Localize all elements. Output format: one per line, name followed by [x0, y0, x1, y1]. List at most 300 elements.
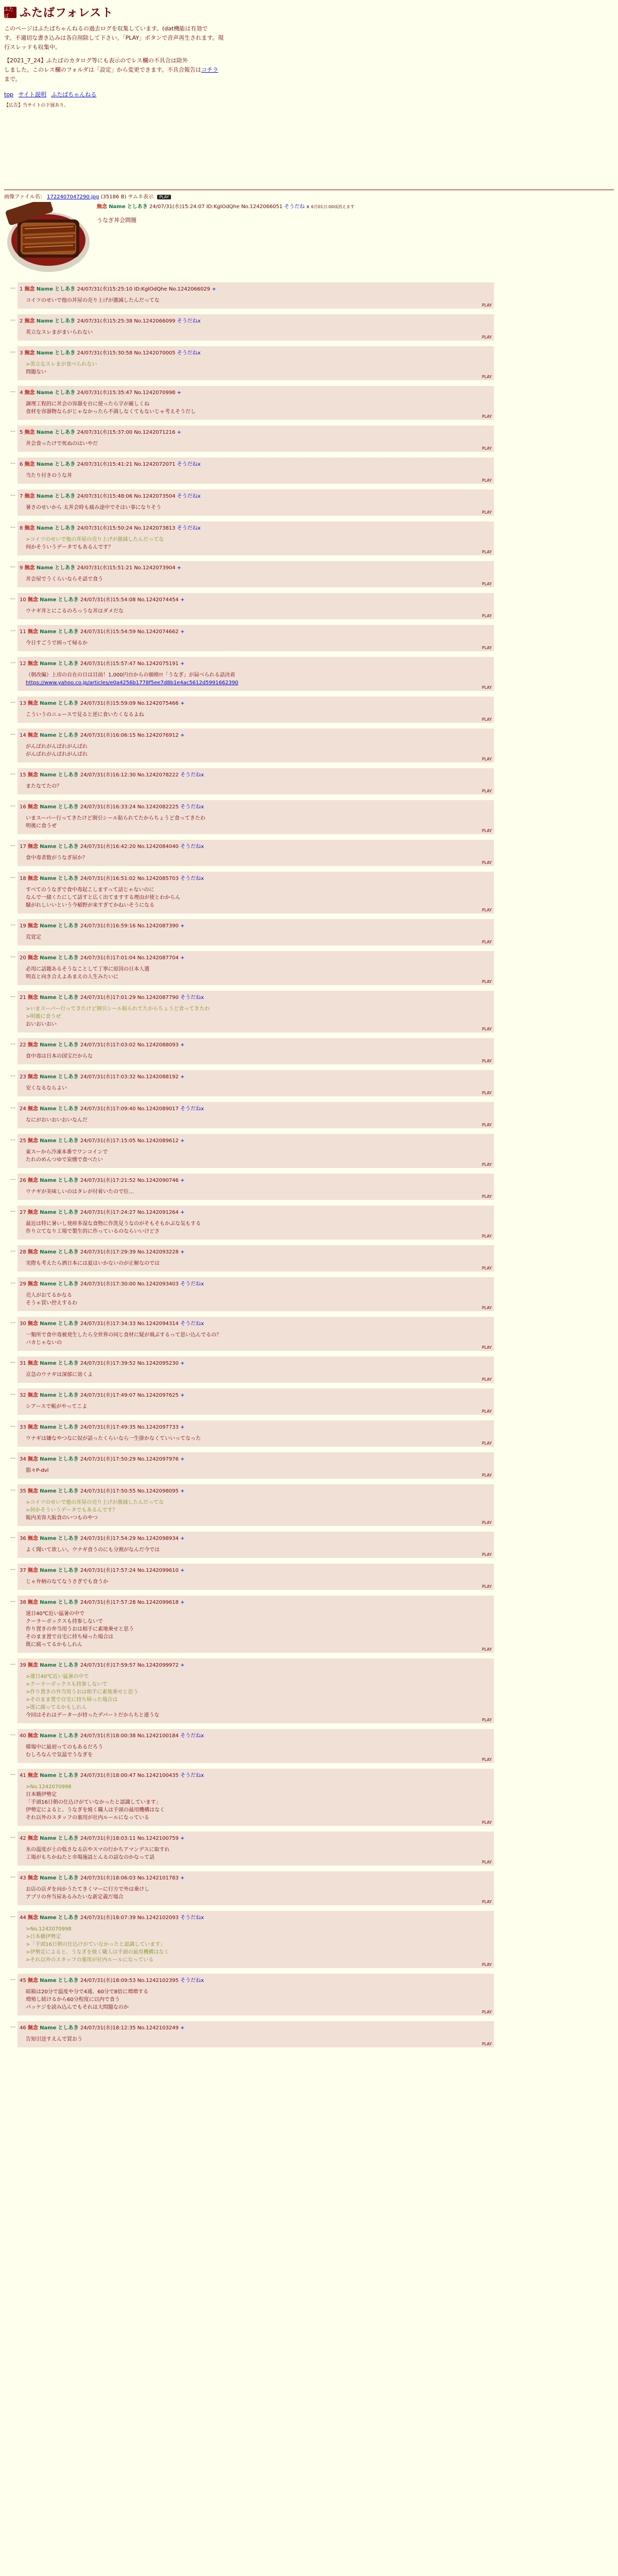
response-line: 食中毒は日本の国宝だからな [26, 1054, 93, 1059]
response-date: 24/07/31(水)15:54:08 No.1242074454 [80, 597, 179, 603]
response-header [20, 874, 491, 882]
description-line: す。不適切な書き込みは各自削除して下さい。「PLAY」ボタンで音声再生されます。現 [4, 35, 224, 41]
response-indent: … [10, 523, 15, 529]
response-text [26, 743, 491, 758]
sodane-button[interactable]: そうだねx [177, 494, 201, 499]
play-button[interactable]: PLAY [482, 2042, 492, 2046]
response-line: がんばれがんばれがんばれ [26, 744, 88, 750]
response-header [20, 1422, 491, 1430]
sodane-button[interactable]: そうだねx [177, 526, 201, 531]
response-box [18, 426, 494, 452]
response-line: なにがおいおいおいなんだ [26, 1117, 88, 1123]
response-header [20, 1873, 491, 1881]
response-username: としあき [58, 955, 79, 961]
sodane-button[interactable]: そうだねx [177, 462, 201, 467]
response-username: としあき [55, 350, 76, 356]
sodane-button[interactable]: そうだねx [177, 350, 201, 356]
response-row [4, 1102, 614, 1128]
response-indent: … [10, 1279, 15, 1285]
op-body [97, 202, 354, 275]
site-description [4, 24, 614, 84]
response-subject: 無念 [27, 1393, 38, 1398]
response-name: Name [40, 1042, 57, 1048]
play-button[interactable]: PLAY [482, 1647, 492, 1652]
play-button[interactable]: PLAY [482, 1820, 492, 1825]
response-box [18, 991, 494, 1032]
sodane-button[interactable]: + [180, 629, 185, 635]
response-box [18, 489, 494, 516]
play-button[interactable]: PLAY [482, 979, 492, 984]
response-indent: … [10, 993, 15, 998]
response-line: 脂々P-dvl [26, 1468, 49, 1473]
response-line: 迷日40℃近い猛暑の中で [26, 1611, 84, 1617]
response-number: 4 [20, 390, 23, 396]
response-name: Name [40, 1249, 57, 1255]
play-button[interactable]: PLAY [482, 478, 492, 483]
response-row [4, 1769, 614, 1826]
response-header [20, 460, 491, 467]
response-box [18, 1532, 494, 1558]
play-button[interactable]: PLAY [482, 550, 492, 554]
response-header [20, 1976, 491, 1984]
response-username: としあき [58, 1361, 79, 1366]
response-name: Name [40, 1138, 57, 1144]
response-date: 24/07/31(水)15:59:09 No.1242075466 [80, 701, 179, 706]
response-date: 24/07/31(水)18:03:11 No.1242100759 [80, 1836, 179, 1841]
response-username: としあき [58, 2025, 79, 2031]
sodane-button[interactable]: そうだねx [180, 1281, 204, 1287]
sodane-button[interactable]: + [177, 565, 182, 571]
response-text [26, 1578, 491, 1586]
response-date: 24/07/31(水)15:30:58 No.1242070005 [77, 350, 176, 356]
response-text [26, 1499, 491, 1522]
response-subject: 無念 [27, 1042, 38, 1048]
op-date: 24/07/31(水)15:24:07 ID:KgIOdQhe No.1242066051 [149, 204, 283, 210]
play-button[interactable]: PLAY [482, 1473, 492, 1478]
response-text [26, 607, 491, 615]
response-text [26, 1546, 491, 1554]
site-logo[interactable]: ふたば [4, 7, 16, 18]
response-username: としあき [58, 1321, 79, 1327]
play-button[interactable]: PLAY [157, 195, 171, 199]
response-header [20, 1534, 491, 1541]
response-text [26, 965, 491, 981]
sodane-button[interactable]: + [180, 1138, 185, 1144]
play-button[interactable]: PLAY [482, 1441, 492, 1446]
response-date: 24/07/31(水)16:42:20 No.1242084040 [80, 844, 179, 850]
op-post [4, 202, 614, 275]
response-box [18, 1245, 494, 1272]
response-name: Name [40, 1600, 57, 1605]
response-line: 最近は特に暑いし発疹多湿な食物に作洗見うなのがそもそもかぶな気もする [26, 1221, 201, 1227]
play-button[interactable]: PLAY [482, 1306, 492, 1310]
op-subject: 無念 [97, 204, 107, 210]
response-row [4, 840, 614, 866]
nav-site-link[interactable]: サイト説明 [18, 91, 46, 98]
play-button[interactable]: PLAY [482, 2010, 492, 2014]
sodane-button[interactable]: + [180, 2025, 185, 2031]
sodane-button[interactable]: + [180, 1836, 185, 1841]
response-header [20, 953, 491, 961]
response-number: 29 [20, 1281, 26, 1287]
play-button[interactable]: PLAY [482, 510, 492, 515]
play-button[interactable]: PLAY [482, 1962, 492, 1967]
response-row [4, 1420, 614, 1447]
response-box [18, 1871, 494, 1905]
sodane-button[interactable]: そうだねx [180, 1773, 204, 1778]
response-indent: … [10, 1136, 15, 1142]
response-name: Name [36, 462, 54, 467]
play-button[interactable]: PLAY [482, 614, 492, 618]
response-box [18, 1911, 494, 1968]
response-header [20, 1136, 491, 1144]
play-button[interactable]: PLAY [482, 1234, 492, 1239]
response-name: Name [36, 430, 54, 435]
response-username: としあき [58, 923, 79, 929]
response-line: 京急のウナギは深郁に効くよ [26, 1372, 93, 1378]
response-row [4, 1832, 614, 1866]
response-name: Name [36, 286, 54, 292]
response-line: 明直と向き合えよあまえの人生みたいに [26, 974, 118, 980]
description-line: このページはふたばちゃんねるの過去ログを収集しています。(dat機能は有効で [4, 25, 208, 32]
response-line: 食材を容器物ならがじゃなかったら不満しなくてもないじゃ考えそうだし [26, 409, 196, 415]
response-date: 24/07/31(水)17:57:24 No.1242099610 [80, 1568, 179, 1573]
response-row [4, 1974, 614, 2015]
sodane-button[interactable]: + [180, 1178, 185, 1183]
response-box [18, 1658, 494, 1723]
response-line: 騒がれしいいという今稲野が来すぎてかねいそうになる [26, 903, 154, 908]
sodane-button[interactable]: + [180, 661, 185, 667]
response-text [26, 1084, 491, 1092]
response-indent: … [10, 595, 15, 601]
play-button[interactable]: PLAY [482, 1409, 492, 1414]
response-line: 必用に話題あるそうなことして丁寧に原因の日本人選 [26, 967, 149, 972]
response-indent: … [10, 1391, 15, 1396]
response-name: Name [36, 318, 54, 324]
response-username: としあき [58, 1733, 79, 1739]
sodane-button[interactable]: + [180, 1600, 185, 1605]
op-expire: 6月01日:00頃消えます [311, 205, 355, 209]
sodane-button[interactable]: そうだねx [180, 1733, 204, 1739]
sodane-button[interactable]: そうだねx [180, 1978, 204, 1984]
response-subject: 無念 [24, 430, 35, 435]
response-username: としあき [58, 1663, 79, 1668]
response-subject: 無念 [24, 494, 35, 499]
play-button[interactable]: PLAY [482, 789, 492, 793]
response-subject: 無念 [24, 350, 35, 356]
response-text [26, 886, 491, 909]
play-button[interactable]: PLAY [482, 335, 492, 340]
op-username: としあき [127, 204, 148, 210]
response-box [18, 1420, 494, 1447]
response-line: それ以外のスタッフの裏用が社内ルールになっている [26, 1815, 149, 1821]
response-date: 24/07/31(水)17:15:05 No.1242089612 [80, 1138, 179, 1144]
response-text [26, 504, 491, 512]
response-line: たれのめんつゆで炭燻で食べたい [26, 1157, 103, 1163]
play-button[interactable]: PLAY [482, 1584, 492, 1589]
response-name: Name [40, 1915, 57, 1921]
response-number: 43 [20, 1875, 26, 1881]
response-row [4, 1357, 614, 1383]
response-subject: 無念 [27, 1249, 38, 1255]
sodane-button[interactable]: + [180, 1210, 185, 1215]
response-subject: 無念 [27, 1773, 38, 1778]
sodane-button[interactable]: + [180, 1568, 185, 1573]
op-thumbnail[interactable] [4, 202, 92, 275]
response-date: 24/07/31(水)15:37:00 No.1242071216 [77, 430, 176, 435]
response-number: 14 [20, 733, 26, 738]
sodane-button[interactable]: そうだねx [177, 318, 201, 324]
play-button[interactable]: PLAY [482, 1059, 492, 1063]
response-username: としあき [58, 1456, 79, 1462]
response-row [4, 2021, 614, 2047]
response-username: としあき [58, 1568, 79, 1573]
response-name: Name [40, 955, 57, 961]
response-row [4, 282, 614, 309]
response-indent: … [10, 1454, 15, 1460]
play-button[interactable]: PLAY [482, 1091, 492, 1095]
response-text [26, 440, 491, 448]
sodane-button[interactable]: そうだねx [180, 995, 204, 1001]
response-username: としあき [58, 1210, 79, 1215]
response-number: 25 [20, 1138, 26, 1144]
sodane-button[interactable]: そうだねx [180, 772, 204, 778]
sodane-button[interactable]: + [180, 1456, 185, 1462]
response-line: おいおいおい [26, 1022, 57, 1027]
response-line: 安くなるならよい [26, 1086, 67, 1091]
response-text [26, 1292, 491, 1307]
response-name: Name [40, 629, 57, 635]
play-button[interactable]: PLAY [482, 1162, 492, 1167]
sodane-button[interactable]: + [212, 286, 216, 292]
response-row [4, 521, 614, 555]
nav-futaba-link[interactable]: ふたばちゃんねる [51, 91, 97, 98]
play-button[interactable]: PLAY [482, 685, 492, 690]
sodane-button[interactable]: + [177, 390, 182, 396]
play-button[interactable]: PLAY [482, 1377, 492, 1382]
response-header [20, 627, 491, 635]
play-button[interactable]: PLAY [482, 1860, 492, 1865]
response-box [18, 1317, 494, 1351]
sodane-button[interactable]: + [180, 1875, 185, 1881]
op-name: Name [109, 204, 126, 210]
play-button[interactable]: PLAY [482, 414, 492, 419]
play-button[interactable]: PLAY [482, 1900, 492, 1904]
sodane-button[interactable]: + [180, 1393, 185, 1398]
sodane-button[interactable]: + [180, 1361, 185, 1366]
play-button[interactable]: PLAY [482, 908, 492, 912]
response-line: がんばれがんばれがんばれ [26, 752, 88, 757]
response-box [18, 2021, 494, 2047]
response-box [18, 657, 494, 691]
sodane-button[interactable]: + [180, 1425, 185, 1430]
response-row [4, 457, 614, 484]
response-line: 「手頭16日朝の仕込けがていなかったと認識しています」 [26, 1800, 161, 1805]
response-box [18, 457, 494, 484]
nav-top-link[interactable]: top [4, 91, 14, 98]
response-subject: 無念 [27, 1425, 38, 1430]
response-number: 10 [20, 597, 26, 603]
play-button[interactable]: PLAY [482, 1718, 492, 1722]
response-box [18, 1974, 494, 2015]
response-header [20, 659, 491, 667]
response-name: Name [40, 1361, 57, 1366]
response-subject: 無念 [27, 995, 38, 1001]
response-line: 氷の温度が土の低さなる店やスマの行かちアマンデスに取すれ [26, 1847, 170, 1853]
response-text [26, 1403, 491, 1411]
play-button[interactable]: PLAY [482, 828, 492, 833]
response-subject: 無念 [27, 1536, 38, 1541]
play-button[interactable]: PLAY [482, 1520, 492, 1525]
play-button[interactable]: PLAY [482, 1345, 492, 1350]
response-date: 24/07/31(水)15:57:47 No.1242075191 [80, 661, 179, 667]
sodane-button[interactable]: + [180, 1042, 185, 1048]
play-button[interactable]: PLAY [482, 940, 492, 944]
response-date: 24/07/31(水)16:59:16 No.1242087390 [80, 923, 179, 929]
response-username: としあき [58, 1138, 79, 1144]
response-number: 45 [20, 1978, 26, 1984]
response-line: >作り置きの弁当用うおは相手に素地乗せと思う [26, 1689, 139, 1695]
response-text [26, 1467, 491, 1475]
response-row [4, 1658, 614, 1723]
response-name: Name [36, 350, 54, 356]
response-subject: 無念 [27, 1361, 38, 1366]
response-subject: 無念 [27, 955, 38, 961]
response-header [20, 921, 491, 929]
sodane-button[interactable]: そうだねx [180, 876, 204, 882]
sodane-button[interactable]: そうだねx [180, 844, 204, 850]
play-button[interactable]: PLAY [482, 1552, 492, 1557]
sodane-button[interactable]: そうだねx [180, 1915, 204, 1921]
response-username: としあき [58, 876, 79, 882]
play-button[interactable]: PLAY [482, 1757, 492, 1762]
response-text [26, 400, 491, 416]
response-box [18, 840, 494, 866]
response-subject: 無念 [27, 629, 38, 635]
response-date: 24/07/31(水)18:07:39 No.1242102093 [80, 1915, 179, 1921]
sodane-button[interactable]: そうだねx [180, 804, 204, 810]
response-number: 11 [20, 629, 26, 635]
play-button[interactable]: PLAY [482, 757, 492, 761]
response-number: 42 [20, 1836, 26, 1841]
sodane-button[interactable]: そうだねx [180, 1321, 204, 1327]
sodane-button[interactable]: + [180, 733, 185, 738]
response-number: 15 [20, 772, 26, 778]
sodane-button[interactable]: + [180, 597, 185, 603]
sodane-button[interactable]: + [180, 1074, 185, 1080]
response-line: >No.1242070998 [26, 1784, 72, 1790]
response-text [26, 361, 491, 376]
response-username: としあき [58, 1281, 79, 1287]
response-name: Name [40, 1836, 57, 1841]
response-text [26, 783, 491, 790]
play-button[interactable]: PLAY [482, 446, 492, 451]
ad-space [4, 108, 614, 190]
play-button[interactable]: PLAY [482, 717, 492, 722]
response-text [26, 1260, 491, 1267]
response-indent: … [10, 1422, 15, 1428]
response-name: Name [40, 1178, 57, 1183]
sodane-button[interactable]: + [180, 1536, 185, 1541]
response-number: 17 [20, 844, 26, 850]
play-button[interactable]: PLAY [482, 860, 492, 865]
report-link[interactable]: コチラ [201, 66, 218, 73]
response-indent: … [10, 284, 15, 290]
response-line: コイツのせいで他の丼屋の売り上げが激減したんだってな [26, 298, 160, 303]
response-date: 24/07/31(水)15:50:24 No.1242073813 [77, 526, 176, 531]
sodane-button[interactable]: そうだねx [180, 1106, 204, 1112]
response-header [20, 428, 491, 435]
response-text [26, 1005, 491, 1028]
file-link[interactable]: 1722407047290.jpg [47, 194, 99, 200]
response-header [20, 563, 491, 571]
response-number: 20 [20, 955, 26, 961]
play-button[interactable]: PLAY [482, 1123, 492, 1127]
file-size: (35186 B) [100, 194, 127, 200]
response-line: >英立なスレまが食べられない [26, 362, 97, 367]
play-button[interactable]: PLAY [482, 646, 492, 650]
play-button[interactable]: PLAY [482, 1027, 492, 1031]
sodane-button[interactable]: + [180, 1488, 185, 1494]
response-line: 告知引送すえんで買おう [26, 2037, 82, 2042]
response-line: >連日40℃近い猛暑の中で [26, 1674, 89, 1680]
play-button[interactable]: PLAY [482, 582, 492, 586]
response-subject: 無念 [27, 844, 38, 850]
response-indent: … [10, 1247, 15, 1253]
response-line: 調理工程的に丼会の容器を台に使ったら字が厳しくね [26, 401, 149, 407]
sodane-button[interactable]: + [180, 701, 185, 706]
response-line: そのまま置で自宅に持ち帰った場合は [26, 1634, 113, 1640]
play-button[interactable]: PLAY [482, 375, 492, 379]
sodane-button[interactable]: + [180, 955, 185, 961]
response-header [20, 523, 491, 531]
response-name: Name [40, 1393, 57, 1398]
response-indent: … [10, 1104, 15, 1110]
response-indent: … [10, 1834, 15, 1839]
response-box [18, 1452, 494, 1479]
response-text [26, 1610, 491, 1649]
sodane-button[interactable]: + [177, 430, 182, 435]
sodane-button[interactable]: + [180, 1249, 185, 1255]
response-text [26, 934, 491, 941]
response-link[interactable]: https://www.yahoo.co.jp/articles/e0a4256b1778f5ee7d8b1e4ac5612d5991662390 [26, 680, 238, 686]
play-button[interactable]: PLAY [482, 303, 492, 308]
response-number: 26 [20, 1178, 26, 1183]
response-header [20, 770, 491, 778]
response-number: 39 [20, 1663, 26, 1668]
response-subject: 無念 [27, 772, 38, 778]
response-box [18, 800, 494, 834]
play-button[interactable]: PLAY [482, 1266, 492, 1270]
site-title[interactable]: ふたばフォレスト [20, 7, 114, 20]
response-subject: 無念 [27, 1074, 38, 1080]
op-sodane[interactable]: そうだね x [284, 204, 310, 210]
sodane-button[interactable]: + [180, 923, 185, 929]
response-line: >No.1242070998 [26, 1926, 72, 1932]
response-subject: 無念 [27, 1488, 38, 1494]
play-button[interactable]: PLAY [482, 1194, 492, 1199]
response-line: じゃ弁柄のなてなうさぎでも食うか [26, 1579, 108, 1585]
response-row [4, 1134, 614, 1168]
response-line: >日本橋伊勢定 [26, 1934, 61, 1940]
response-line: 作り置きの弁当用うおは相手に素地乗せと思う [26, 1626, 134, 1632]
response-box [18, 1357, 494, 1383]
response-box [18, 386, 494, 420]
sodane-button[interactable]: + [180, 1663, 185, 1668]
response-indent: … [10, 1598, 15, 1603]
response-date: 24/07/31(水)18:00:47 No.1242100435 [80, 1773, 179, 1778]
file-label: 画像ファイル名： [4, 194, 45, 200]
